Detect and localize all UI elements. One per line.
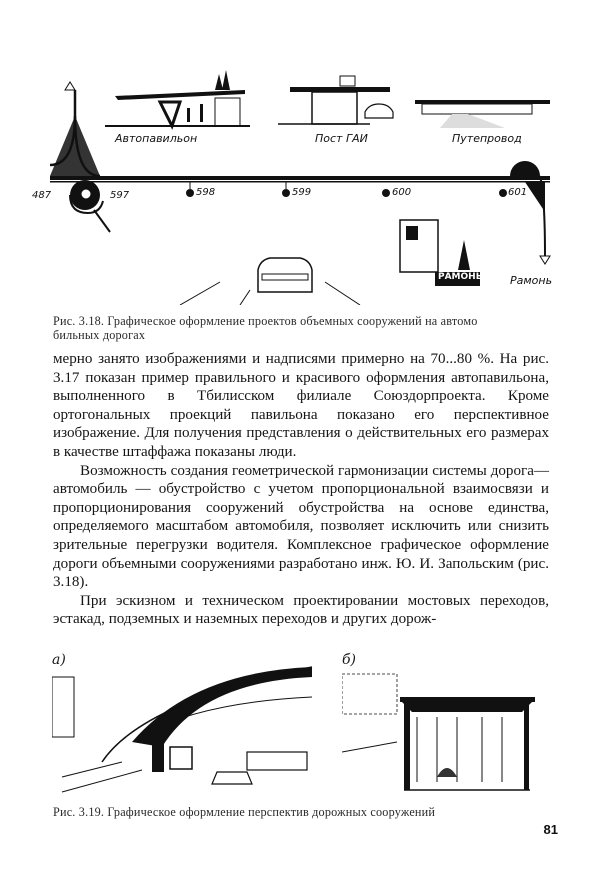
km-marker-487: 487 [32,190,52,201]
paragraph-2: Возможность создания геометрической гармонизации системы дорога—автомобиль — обустройство с учетом пропорциональной взаимосвязи и пропорционирования сооружений обустройства на основе единства, определяемого масштабом автомобиля, позволяет исключить или снизить зрительные перегрузки водителя. Комплексное графическое оформление дороги объемными сооружениями разработано инж. Ю. И. Запольским (рис. 3.18). [53,462,549,591]
label-auto-pavilion: Автопавильон [115,132,198,145]
overpass-perspective-drawing [52,652,328,802]
label-police-post: Пост ГАИ [315,132,368,145]
police-post-drawing [278,76,393,124]
figure-3-18-road-design-illustration [32,60,560,305]
body-text [53,350,549,629]
paragraph-3: При эскизном и техническом проектировании мостовых переходов, эстакад, подземных и наземных переходов и других дорож- [53,592,549,628]
billboard-sign-text: РАМОНЬ [438,272,483,282]
caption-line-1: Рис. 3.18. Графическое оформление проектов объемных сооружений на автомо [53,314,478,328]
overpass-drawing [415,100,550,128]
underpass-entrance-drawing [342,652,542,802]
road-scheme-drawing [40,60,560,305]
subfigure-label-b: б) [342,652,357,668]
km-marker-601: 601 [508,187,528,198]
km-marker-597: 597 [110,190,130,201]
label-overpass: Путепровод [452,132,522,145]
caption-line-2: бильных дорогах [53,328,146,342]
figure-3-19a-overpass-perspective [52,652,328,802]
subfigure-label-a: а) [52,652,66,668]
figure-3-18-caption [53,314,553,342]
page-number: 81 [543,822,558,837]
km-marker-598: 598 [196,187,216,198]
km-marker-599: 599 [292,187,312,198]
car-drawing [258,258,312,292]
figure-3-19b-underpass-entrance [342,652,542,802]
road-line [50,82,550,264]
paragraph-1: мерно занято изображениями и надписями примерно на 70...80 %. На рис. 3.17 показан пример правильного и красивого оформления автопавильона, выполненного в Тбилисском филиале Союздорпроекта. Кроме ортогональных проекций павильона показано его перспективное изображение. Для получения представления о действительных его размерах в качестве штаффажа показаны люди. [53,351,549,460]
kilometer-markers [186,182,507,197]
auto-pavilion-drawing [105,70,250,126]
figure-3-19-caption: Рис. 3.19. Графическое оформление перспектив дорожных сооружений [53,805,436,819]
km-marker-600: 600 [392,187,412,198]
label-destination-ramon: Рамонь [510,274,553,287]
